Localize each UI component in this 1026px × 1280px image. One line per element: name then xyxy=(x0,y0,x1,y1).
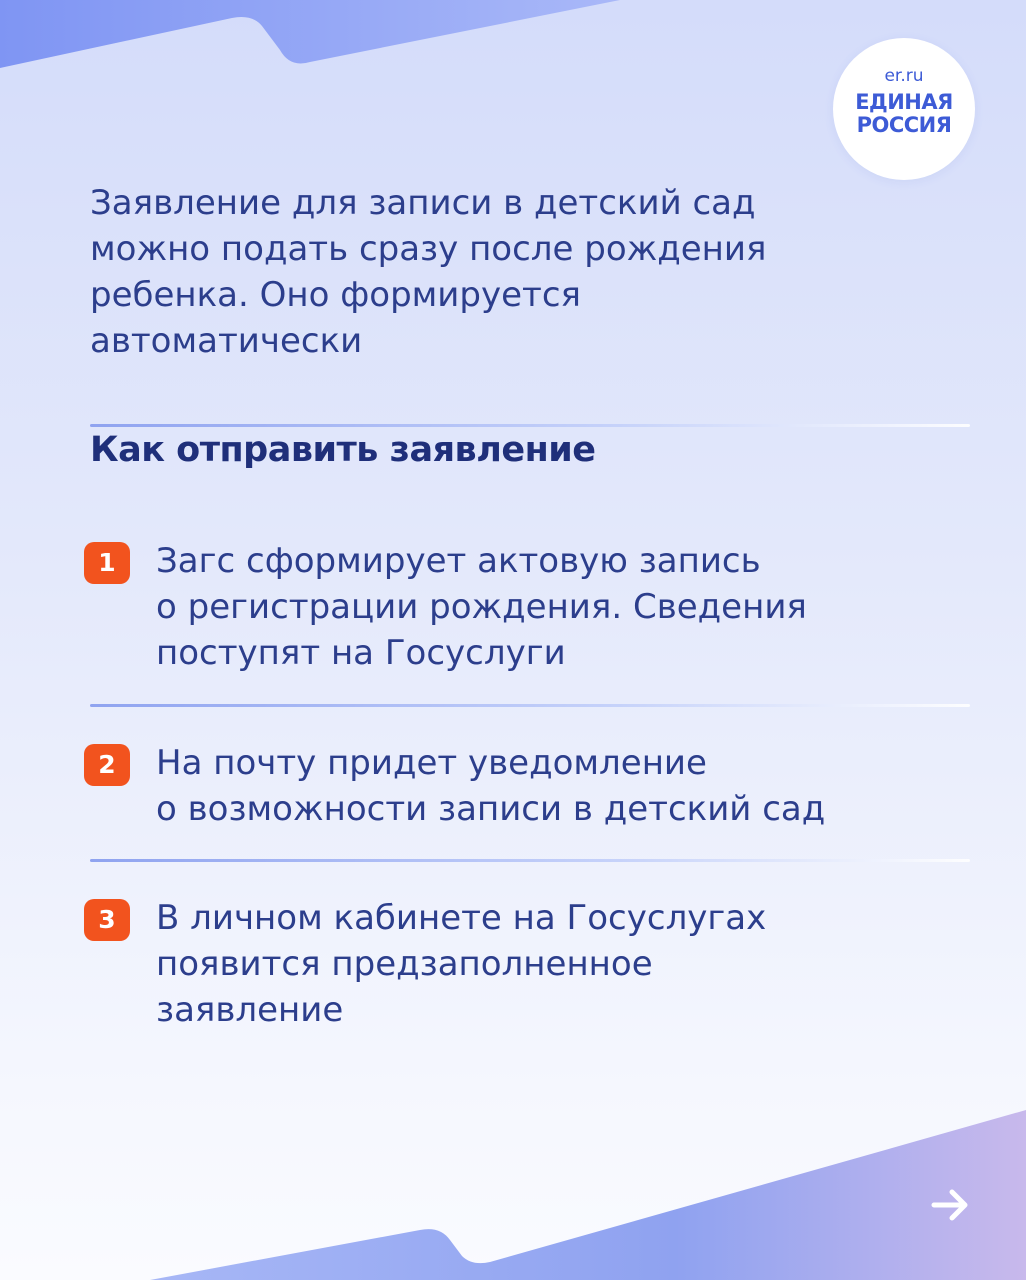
step-text-line: На почту придет уведомление xyxy=(156,743,707,783)
step-number-badge: 3 xyxy=(84,899,130,941)
step-text xyxy=(156,740,946,832)
step-item-1 xyxy=(84,538,944,678)
logo-url: er.ru xyxy=(884,66,924,86)
step-text-line: поступят на Госуслуги xyxy=(156,633,566,673)
step-text-line: Загс сформирует актовую запись xyxy=(156,541,761,581)
logo-text-line-2: РОССИЯ xyxy=(856,113,952,137)
step-text xyxy=(156,895,946,1033)
step-number-badge: 1 xyxy=(84,542,130,584)
arrow-right-icon xyxy=(926,1180,976,1230)
step-text-line: о возможности записи в детский сад xyxy=(156,789,826,829)
step-text-line: о регистрации рождения. Сведения xyxy=(156,587,807,627)
logo-text-line-1: ЕДИНАЯ xyxy=(855,90,953,114)
step-text xyxy=(156,538,946,676)
divider xyxy=(90,704,970,707)
next-slide-button[interactable] xyxy=(926,1180,976,1230)
step-text-line: заявление xyxy=(156,990,344,1030)
intro-line: автоматически xyxy=(90,321,363,361)
divider xyxy=(90,859,970,862)
intro-line: Заявление для записи в детский сад xyxy=(90,183,756,223)
intro-line: ребенка. Оно формируется xyxy=(90,275,581,315)
step-item-2 xyxy=(84,740,944,834)
party-logo xyxy=(833,38,975,180)
intro-line: можно подать сразу после рождения xyxy=(90,229,767,269)
step-number-badge: 2 xyxy=(84,744,130,786)
intro-paragraph xyxy=(90,180,880,364)
step-text-line: В личном кабинете на Госуслугах xyxy=(156,898,767,938)
step-text-line: появится предзаполненное xyxy=(156,944,653,984)
step-item-3 xyxy=(84,895,944,1035)
section-heading: Как отправить заявление xyxy=(90,430,596,470)
